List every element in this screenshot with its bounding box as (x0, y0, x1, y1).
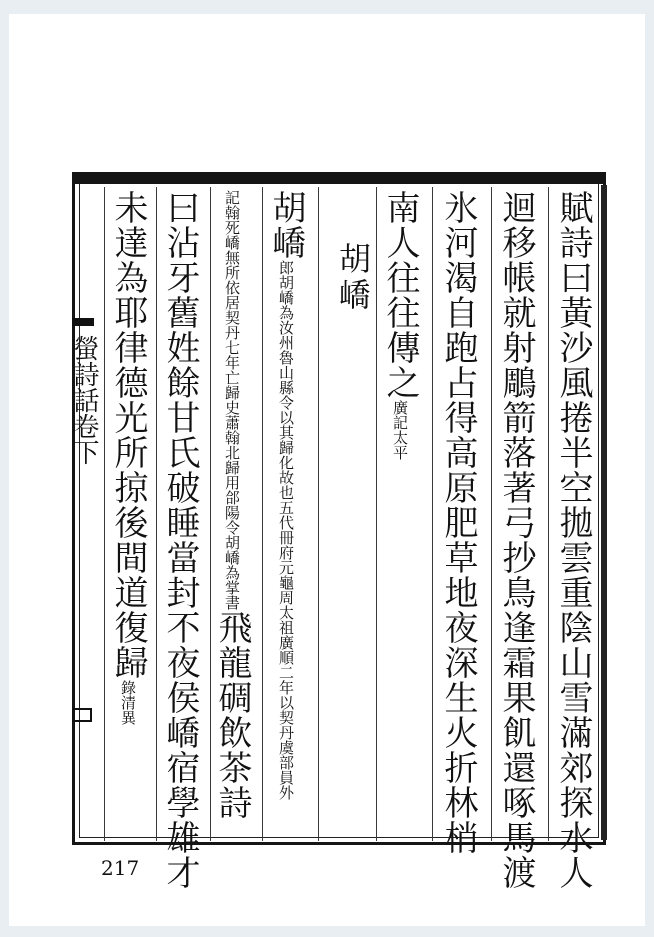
column-rule (262, 187, 263, 841)
column-4-main: 南人往往傳之 (380, 190, 420, 400)
text-column-8: 曰沾牙舊姓餘甘氏破睡當封不夜侯嶠宿學雄才 (160, 190, 200, 890)
text-column-9 (108, 190, 148, 725)
column-rule (376, 187, 377, 841)
column-6-main: 胡嶠 (266, 190, 306, 260)
running-title: 螢詩話卷下 (69, 335, 99, 465)
column-rule (491, 187, 492, 841)
column-9-main: 未達為耶律德光所掠後間道復歸 (108, 190, 148, 680)
note-right: 太平 (391, 430, 409, 460)
right-border-band (601, 185, 607, 840)
annotation-note (222, 190, 240, 610)
note-left: 記翰死嶠無所依居契丹七年亡歸 (223, 190, 241, 400)
page-number: 217 (101, 856, 140, 880)
fish-tail-mark (72, 318, 94, 326)
text-column-1: 賦詩曰黃沙風捲半空拋雲重陰山雪滿郊探水人 (553, 190, 593, 890)
text-column-3: 氷河渴自跑占得高原肥草地夜深生火折林梢 (438, 190, 478, 855)
note-left: 郎胡嶠為汝州魯山縣令以其歸化故也五代 (277, 260, 295, 530)
column-7-main: 飛龍碉飲茶詩 (212, 610, 252, 820)
note-right: 冊府元龜周太祖廣順二年以契丹虞部員外 (277, 530, 295, 800)
annotation-note (276, 260, 294, 800)
note-left: 廣記 (391, 400, 409, 430)
annotation-note (390, 400, 408, 460)
text-column-6 (266, 190, 306, 800)
fold-mark (72, 708, 92, 722)
note-left: 錄 (119, 680, 137, 695)
annotation-note (118, 680, 136, 725)
section-heading: 胡嶠 (334, 242, 372, 314)
note-right: 史蕭翰北歸用郃陽令胡嶠為掌書 (223, 400, 241, 610)
top-border-band (72, 172, 606, 184)
text-column-2: 迴移帳就射鵰箭落著弓抄鳥逢霜果飢還啄馬渡 (496, 190, 536, 890)
text-column-7 (212, 190, 252, 820)
column-rule (432, 187, 433, 841)
note-right: 清異 (119, 695, 137, 725)
column-rule (548, 187, 549, 841)
column-rule (318, 187, 319, 841)
column-rule (104, 187, 105, 841)
column-rule (156, 187, 157, 841)
column-rule (210, 187, 211, 841)
text-column-4 (380, 190, 420, 460)
